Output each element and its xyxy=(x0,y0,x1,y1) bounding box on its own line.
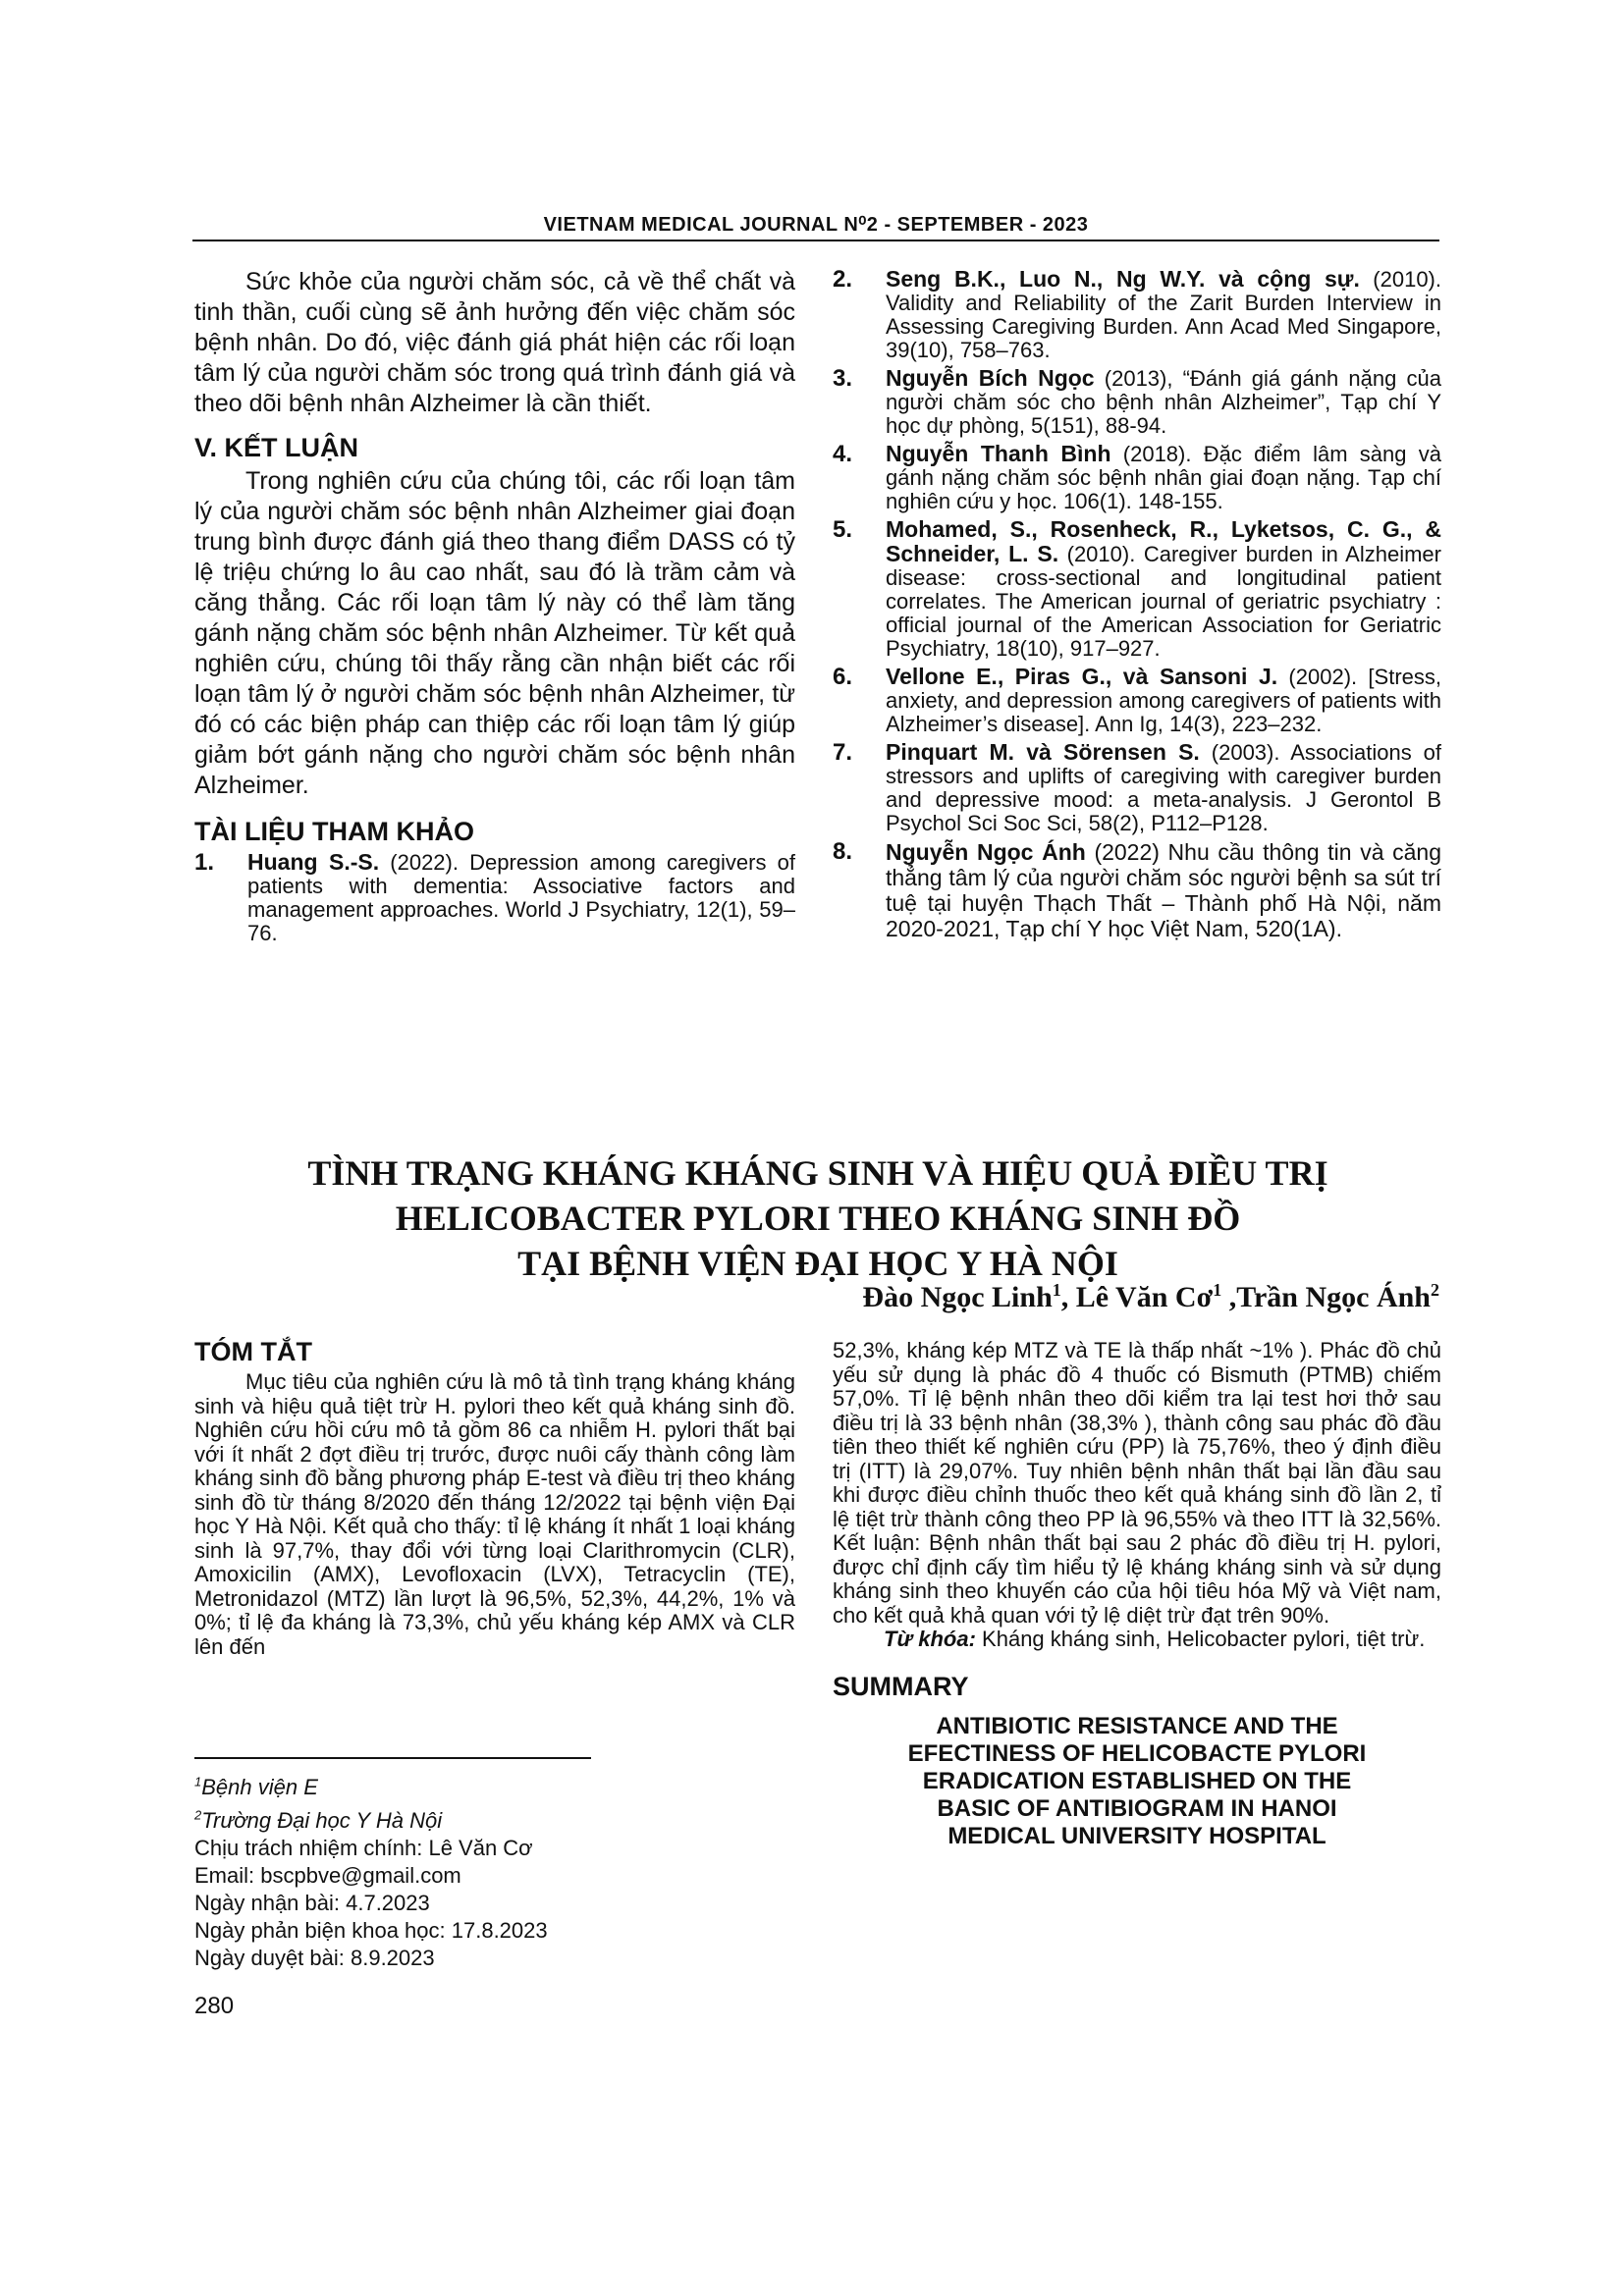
title-line: TẠI BỆNH VIỆN ĐẠI HỌC Y HÀ NỘI xyxy=(517,1244,1118,1283)
affiliation-text: Trường Đại học Y Hà Nội xyxy=(201,1807,443,1833)
reference-authors: Mohamed, S., Rosenheck, R., Lyketsos, C. G., & Schneider, L. S. xyxy=(886,516,1441,566)
title-line: HELICOBACTER PYLORI THEO KHÁNG SINH ĐỒ xyxy=(395,1199,1241,1238)
reference-details: (2022). Depression among caregivers of patients with dementia: Associative factors and management approaches. World J Psychiatry, 12(1), 59–76. xyxy=(247,850,795,945)
date-reviewed: Ngày phản biện khoa học: 17.8.2023 xyxy=(194,1917,548,1943)
reference-authors: Nguyễn Bích Ngọc xyxy=(886,365,1095,391)
reference-item xyxy=(833,665,1441,736)
date-received: Ngày nhận bài: 4.7.2023 xyxy=(194,1890,430,1915)
intro-paragraph: Sức khỏe của người chăm sóc, cả về thể chất và tinh thần, cuối cùng sẽ ảnh hưởng đến việc chăm sóc bệnh nhân. Do đó, việc đánh giá phát hiện các rối loạn tâm lý của người chăm sóc trong quá trình đánh giá và theo dõi bệnh nhân Alzheimer là cần thiết. xyxy=(194,268,795,417)
reference-authors: Vellone E., Piras G., và Sansoni J. xyxy=(886,664,1278,689)
affiliation-text: Bệnh viện E xyxy=(201,1775,318,1800)
reference-authors: Nguyễn Ngọc Ánh xyxy=(886,839,1086,865)
affiliation-2 xyxy=(194,1801,795,1834)
reference-details: (2002). [Stress, anxiety, and depression among caregivers of patients with Alzheimer’s disease]. Ann Ig, 14(3), 223–232. xyxy=(886,665,1441,736)
responsible-author: Chịu trách nhiệm chính: Lê Văn Cơ xyxy=(194,1835,533,1860)
author-list xyxy=(862,1280,1439,1314)
header-rule xyxy=(192,240,1439,241)
conclusion-heading: V. KẾT LUẬN xyxy=(194,433,359,462)
affiliation-1 xyxy=(194,1769,795,1801)
keywords xyxy=(833,1628,1441,1652)
author-affiliation-mark: 1 xyxy=(1213,1280,1222,1300)
summary-title-line: EFECTINESS OF HELICOBACTE PYLORI xyxy=(907,1739,1367,1767)
summary-title-line: ERADICATION ESTABLISHED ON THE xyxy=(922,1767,1352,1794)
reference-text xyxy=(886,740,1441,835)
summary-title-line: ANTIBIOTIC RESISTANCE AND THE xyxy=(936,1712,1338,1739)
article-title xyxy=(194,1150,1441,1286)
reference-text xyxy=(886,839,1441,941)
summary-title-line: BASIC OF ANTIBIOGRAM IN HANOI xyxy=(937,1794,1337,1822)
reference-details: (2018). Đặc điểm lâm sàng và gánh nặng chăm sóc bệnh nhân giai đoạn nặng. Tạp chí nghiên cứu y học. 106(1). 148-155. xyxy=(886,442,1441,513)
reference-authors: Seng B.K., Luo N., Ng W.Y. và cộng sự. xyxy=(886,266,1360,292)
keywords-text: Kháng kháng sinh, Helicobacter pylori, tiệt trừ. xyxy=(975,1627,1426,1651)
abstract-heading: TÓM TẮT xyxy=(194,1337,312,1366)
reference-text xyxy=(886,366,1441,438)
author-affiliation-mark: 2 xyxy=(1431,1280,1439,1300)
contact-email: Email: bscpbve@gmail.com xyxy=(194,1862,461,1888)
reference-item xyxy=(833,267,1441,362)
affiliation-mark: 2 xyxy=(194,1807,202,1823)
reference-number: 1. xyxy=(194,849,215,876)
running-header: VIETNAM MEDICAL JOURNAL N⁰2 - SEPTEMBER - 2023 xyxy=(543,214,1089,236)
abstract-paragraph: Mục tiêu của nghiên cứu là mô tả tình trạng kháng kháng sinh và hiệu quả tiệt trừ H. pylori theo kết quả kháng sinh đồ. Nghiên cứu hồi cứu mô tả gồm 86 ca nhiễm H. pylori thất bại với ít nhất 2 đợt điều trị trước, được nuôi cấy thành công làm kháng sinh đồ bằng phương pháp E-test và điều trị theo kháng sinh đồ từ tháng 8/2020 đến tháng 12/2022 tại bệnh viện Đại học Y Hà Nội. Kết quả cho thấy: tỉ lệ kháng ít nhất 1 loại kháng sinh là 97,7%, thay đổi với từng loại Clarithromycin (CLR), Amoxicilin (AMX), Levofloxacin (LVX), Tetracyclin (TE), Metronidazol (MTZ) lần lượt là 96,5%, 52,3%, 44,2%, 1% và 0%; tỉ lệ đa kháng là 73,3%, chủ yếu kháng kép AMX và CLR lên đến xyxy=(194,1369,795,1659)
author-affiliation-mark: 1 xyxy=(1052,1280,1061,1300)
reference-details: (2010). Caregiver burden in Alzheimer disease: cross-sectional and longitudinal patient correlates. The American journal of geriatric psychiatry : official journal of the American Association for Geriatric Psychiatry, 18(10), 917–927. xyxy=(886,542,1441,661)
reference-authors: Pinquart M. và Sörensen S. xyxy=(886,739,1200,765)
summary-heading: SUMMARY xyxy=(833,1671,969,1701)
keywords-label: Từ khóa: xyxy=(884,1627,976,1651)
footnotes xyxy=(194,1769,795,1972)
reference-number: 8. xyxy=(833,838,853,865)
abstract-left-column xyxy=(194,1339,795,1659)
reference-details: (2022) Nhu cầu thông tin và căng thẳng tâm lý của người chăm sóc người bệnh sa sút trí tuệ tại huyện Thạch Thất – Thành phố Hà Nội, năm 2020-2021, Tạp chí Y học Việt Nam, 520(1A). xyxy=(886,839,1441,941)
reference-item xyxy=(194,850,795,945)
date-accepted: Ngày duyệt bài: 8.9.2023 xyxy=(194,1945,435,1970)
author-separator: , xyxy=(1060,1281,1076,1313)
conclusion-paragraph: Trong nghiên cứu của chúng tôi, các rối loạn tâm lý của người chăm sóc bệnh nhân Alzheimer giai đoạn trung bình được đánh giá theo thang điểm DASS có tỷ lệ triệu chứng lo âu cao nhất, sau đó là trầm cảm và căng thẳng. Các rối loạn tâm lý này có thể làm tăng gánh nặng chăm sóc bệnh nhân Alzheimer. Từ kết quả nghiên cứu, chúng tôi thấy rằng cần nhận biết các rối loạn tâm lý ở người chăm sóc bệnh nhân Alzheimer, từ đó có các biện pháp can thiệp các rối loạn tâm lý giúp giảm bớt gánh nặng cho người chăm sóc bệnh nhân Alzheimer. xyxy=(194,467,795,799)
prev-article-left-column xyxy=(194,267,795,949)
reference-item xyxy=(833,517,1441,661)
reference-number: 7. xyxy=(833,739,853,766)
reference-item xyxy=(833,740,1441,835)
reference-number: 6. xyxy=(833,664,853,690)
page-number: 280 xyxy=(194,1993,235,2019)
author-name: Đào Ngọc Linh xyxy=(862,1281,1053,1313)
affiliation-mark: 1 xyxy=(194,1775,202,1789)
reference-text xyxy=(886,517,1441,661)
reference-details: (2013), “Đánh giá gánh nặng của người chăm sóc cho bệnh nhân Alzheimer”, Tạp chí Y học dự phòng, 5(151), 88-94. xyxy=(886,366,1441,438)
summary-title xyxy=(833,1713,1441,1850)
footnote-rule xyxy=(194,1757,591,1759)
reference-number: 5. xyxy=(833,516,853,543)
reference-text xyxy=(247,850,795,945)
reference-authors: Huang S.-S. xyxy=(247,849,380,875)
reference-number: 3. xyxy=(833,365,853,392)
title-line: TÌNH TRẠNG KHÁNG KHÁNG SINH VÀ HIỆU QUẢ ĐIỀU TRỊ xyxy=(307,1153,1328,1193)
references-heading: TÀI LIỆU THAM KHẢO xyxy=(194,817,474,846)
reference-item xyxy=(833,839,1441,941)
reference-text xyxy=(886,665,1441,736)
reference-details: (2010). Validity and Reliability of the Zarit Burden Interview in Assessing Caregiving Burden. Ann Acad Med Singapore, 39(10), 758–763. xyxy=(886,267,1441,362)
abstract-right-column xyxy=(833,1339,1441,1850)
reference-authors: Nguyễn Thanh Bình xyxy=(886,441,1111,466)
reference-details: (2003). Associations of stressors and uplifts of caregiving with caregiver burden and depressive mood: a meta-analysis. J Gerontol B Psychol Sci Soc Sci, 58(2), P112–P128. xyxy=(886,740,1441,835)
prev-article-right-column xyxy=(833,267,1441,945)
reference-text xyxy=(886,442,1441,513)
author-separator: , xyxy=(1221,1281,1237,1313)
author-name: Lê Văn Cơ xyxy=(1075,1281,1214,1313)
abstract-paragraph-continued: 52,3%, kháng kép MTZ và TE là thấp nhất ~1% ). Phác đồ chủ yếu sử dụng là phác đồ 4 thuốc có Bismuth (PTMB) chiếm 57,0%. Tỉ lệ bệnh nhân theo dõi kiểm tra lại test hơi thở sau điều trị là 33 bệnh nhân (38,3% ), thành công sau phác đồ đầu tiên theo thiết kế nghiên cứu (PP) là 75,76%, theo ý định điều trị (ITT) là 29,07%. Tuy nhiên bệnh nhân thất bại lần đầu sau khi được điều chỉnh thuốc theo kết quả kháng sinh đồ lần 2, tỉ lệ tiệt trừ thành công theo PP là 96,55% và theo ITT là 32,56%. Kết luận: Bệnh nhân thất bại sau 2 phác đồ điều trị H. pylori, được chỉ định cấy tìm hiểu tỷ lệ kháng kháng sinh và sử dụng kháng sinh theo khuyến cáo của hội tiêu hóa Mỹ và Việt nam, cho kết quả khả quan với tỷ lệ diệt trừ đạt trên 90%. xyxy=(833,1338,1441,1628)
reference-number: 2. xyxy=(833,266,853,293)
reference-item xyxy=(833,442,1441,513)
reference-item xyxy=(833,366,1441,438)
summary-title-line: MEDICAL UNIVERSITY HOSPITAL xyxy=(947,1822,1326,1849)
author-name: Trần Ngọc Ánh xyxy=(1236,1281,1431,1313)
reference-text xyxy=(886,267,1441,362)
reference-number: 4. xyxy=(833,441,853,467)
